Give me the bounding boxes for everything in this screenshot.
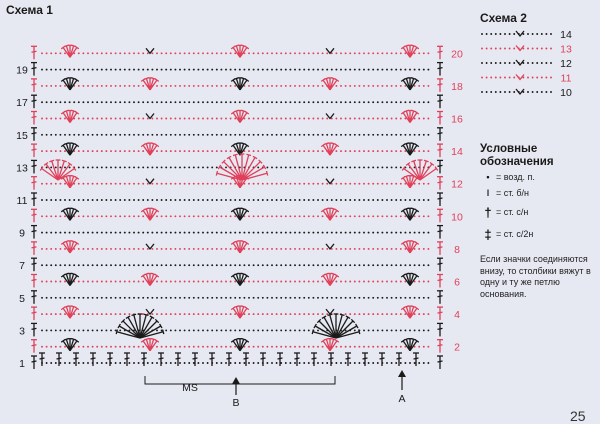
edge-stitch-right-3 [437,323,443,336]
foundation-stitch [226,353,232,366]
edge-stitch-right-13 [437,160,443,173]
row-label-14: 14 [451,146,463,159]
chain-row-18 [41,85,429,87]
shell-fan [401,208,419,220]
legend-row-dc [480,201,598,223]
row-label-4: 4 [454,309,460,322]
legend-text-dc: = ст. с/н [496,207,529,217]
edge-stitch-right-4 [437,307,443,320]
edge-stitch-right-7 [437,258,443,271]
shell-fan [401,273,419,285]
shell-fan [231,273,249,285]
foundation-stitch [379,353,385,366]
edge-stitch-right-16 [437,112,443,125]
repeat-bracket [145,376,335,384]
edge-stitch-left-17 [31,95,37,108]
edge-stitch-right-20 [437,46,443,59]
scheme2-label-11: 11 [560,72,572,85]
scheme2-row-10 [481,91,552,93]
foundation-stitch [39,353,45,366]
scheme2-row-11 [481,77,552,79]
edge-stitch-left-12 [31,177,37,190]
chain-row-9 [41,232,429,234]
chain-row-17 [41,101,429,103]
foundation-stitch [192,353,198,366]
chain-row-8 [41,248,429,250]
row-label-8: 8 [454,243,460,256]
edge-stitch-left-18 [31,79,37,92]
edge-stitch-left-13 [31,160,37,173]
chain-row-1 [41,362,429,364]
shell-fan [231,339,249,351]
foundation-stitch [277,353,283,366]
foundation-stitch [413,353,419,366]
scheme2-vee-11 [516,75,524,80]
chain-row-7 [41,264,429,266]
edge-stitch-right-8 [437,242,443,255]
edge-stitch-right-6 [437,275,443,288]
shell-fan [231,306,249,318]
legend-row-chain [480,169,598,185]
row-label-19: 19 [16,64,28,77]
shell-fan [141,273,159,285]
edge-stitch-left-19 [31,63,37,76]
chain-row-11 [41,199,429,201]
foundation-stitch [294,353,300,366]
shell-fan [321,78,339,90]
scheme2-vee-13 [516,46,524,51]
foundation-stitch [311,353,317,366]
edge-stitch-right-19 [437,63,443,76]
shell-fan [321,143,339,155]
row-label-13: 13 [16,162,28,175]
treble-crochet-icon: ‡ [484,226,492,242]
shell-fan [401,143,419,155]
shell-fan [61,339,79,351]
chain-row-15 [41,134,429,136]
foundation-stitch [73,353,79,366]
edge-stitch-right-10 [437,209,443,222]
foundation-stitch [243,353,249,366]
single-crochet-icon: ǀ [486,188,490,198]
edge-stitch-left-2 [31,340,37,353]
shell-fan [321,208,339,220]
scheme2-vee-12 [516,60,524,65]
foundation-stitch [328,353,334,366]
foundation-stitch [345,353,351,366]
foundation-stitch [124,353,130,366]
edge-stitch-right-9 [437,226,443,239]
shell-fan [61,208,79,220]
shell-fan [401,306,419,318]
shell-fan [231,78,249,90]
row-label-3: 3 [19,325,25,338]
row-label-20: 20 [451,48,463,61]
edge-stitch-right-12 [437,177,443,190]
edge-stitch-right-1 [437,356,443,369]
shell-fan [61,241,79,253]
legend-text-chain: = возд. п. [496,172,535,182]
chain-row-19 [41,69,429,71]
foundation-stitch [396,353,402,366]
edge-stitch-left-11 [31,193,37,206]
shell-fan [61,78,79,90]
shell-fan [401,110,419,122]
row-label-5: 5 [19,292,25,305]
edge-stitch-right-18 [437,79,443,92]
foundation-stitch [260,353,266,366]
edge-stitch-left-5 [31,291,37,304]
shell-fan [401,45,419,57]
chain-row-12 [41,183,429,185]
foundation-stitch [90,353,96,366]
edge-stitch-right-5 [437,291,443,304]
shell-fan [231,208,249,220]
edge-stitch-left-4 [31,307,37,320]
shell-fan [321,339,339,351]
row-label-16: 16 [451,113,463,126]
foundation-stitch [56,353,62,366]
scheme1-title: Схема 1 [6,3,53,17]
shell-fan [61,45,79,57]
legend-note: Если значки соединяются внизу, то столбики вяжут в одну и ту же петлю основания. [480,254,591,299]
shell-fan [321,273,339,285]
marker-a-label: A [398,393,406,405]
scheme2-row-12 [481,62,552,64]
foundation-stitch [209,353,215,366]
row-label-12: 12 [451,178,463,191]
edge-stitch-left-8 [31,242,37,255]
shell-fan [141,78,159,90]
row-label-17: 17 [16,97,28,110]
shell-fan [231,110,249,122]
edge-stitch-left-10 [31,209,37,222]
double-crochet-icon: † [484,204,492,220]
shell-fan [141,339,159,351]
scheme2-label-10: 10 [560,87,572,99]
legend-row-tr [480,223,598,245]
row-label-6: 6 [454,276,460,289]
edge-stitch-left-7 [31,258,37,271]
chain-icon: • [486,172,490,182]
edge-stitch-right-2 [437,340,443,353]
shell-fan [61,176,79,188]
edge-stitch-left-6 [31,275,37,288]
shell-fan [231,143,249,155]
marker-b-label: B [232,397,240,409]
chain-row-16 [41,118,429,120]
foundation-stitch [175,353,181,366]
scheme2-row-13 [481,48,552,50]
shell-fan [231,241,249,253]
legend-heading-2: обозначения [480,156,554,168]
shell-fan [61,306,79,318]
shell-fan [61,110,79,122]
shell-fan [231,45,249,57]
chain-row-3 [41,329,429,331]
legend-heading-1: Условные [480,143,538,155]
large-fan-middle [216,154,267,180]
foundation-stitch [141,353,147,366]
chain-row-10 [41,215,429,217]
shell-fan [401,339,419,351]
repeat-label: MS [182,382,198,394]
scheme2-label-13: 13 [560,43,572,56]
shell-fan [401,78,419,90]
marker-b-arrowhead [232,377,240,384]
row-label-9: 9 [19,227,25,240]
large-fan-bottom-1 [116,314,164,338]
chain-row-14 [41,150,429,152]
foundation-stitch [158,353,164,366]
shell-fan [61,273,79,285]
edge-stitch-left-15 [31,128,37,141]
edge-stitch-left-3 [31,323,37,336]
edge-stitch-right-11 [437,193,443,206]
scheme2-row-14 [481,33,552,35]
chain-row-5 [41,297,429,299]
shell-fan [61,143,79,155]
chain-row-6 [41,281,429,283]
scheme2-label-14: 14 [560,29,572,41]
legend-row-sc [480,185,598,201]
row-label-7: 7 [19,260,25,273]
row-label-18: 18 [451,80,463,93]
row-label-1: 1 [19,358,25,370]
shell-fan [141,143,159,155]
scheme2-label-12: 12 [560,58,572,70]
scheme2-title: Схема 2 [480,11,527,25]
shell-fan [141,208,159,220]
edge-stitch-left-14 [31,144,37,157]
large-fan-edge-2 [402,160,438,180]
edge-stitch-right-15 [437,128,443,141]
edge-stitch-left-20 [31,46,37,59]
row-label-11: 11 [16,195,28,207]
foundation-stitch [362,353,368,366]
legend-text-tr: = ст. с/2н [496,229,534,239]
scheme2-vee-14 [516,31,524,36]
row-label-10: 10 [451,211,463,224]
legend-text-sc: = ст. б/н [496,188,530,198]
foundation-stitch [107,353,113,366]
edge-stitch-left-16 [31,112,37,125]
row-label-2: 2 [454,341,460,354]
chain-row-4 [41,313,429,315]
page-number: 25 [570,408,586,424]
shell-fan [401,241,419,253]
legend [480,143,598,245]
marker-a-arrowhead [398,370,406,377]
edge-stitch-left-1 [31,356,37,369]
large-fan-bottom-2 [312,314,360,338]
chain-row-20 [41,52,429,54]
edge-stitch-right-14 [437,144,443,157]
scheme2-vee-10 [516,89,524,94]
edge-stitch-left-9 [31,226,37,239]
chain-row-2 [41,346,429,348]
edge-stitch-right-17 [437,95,443,108]
row-label-15: 15 [16,129,28,142]
